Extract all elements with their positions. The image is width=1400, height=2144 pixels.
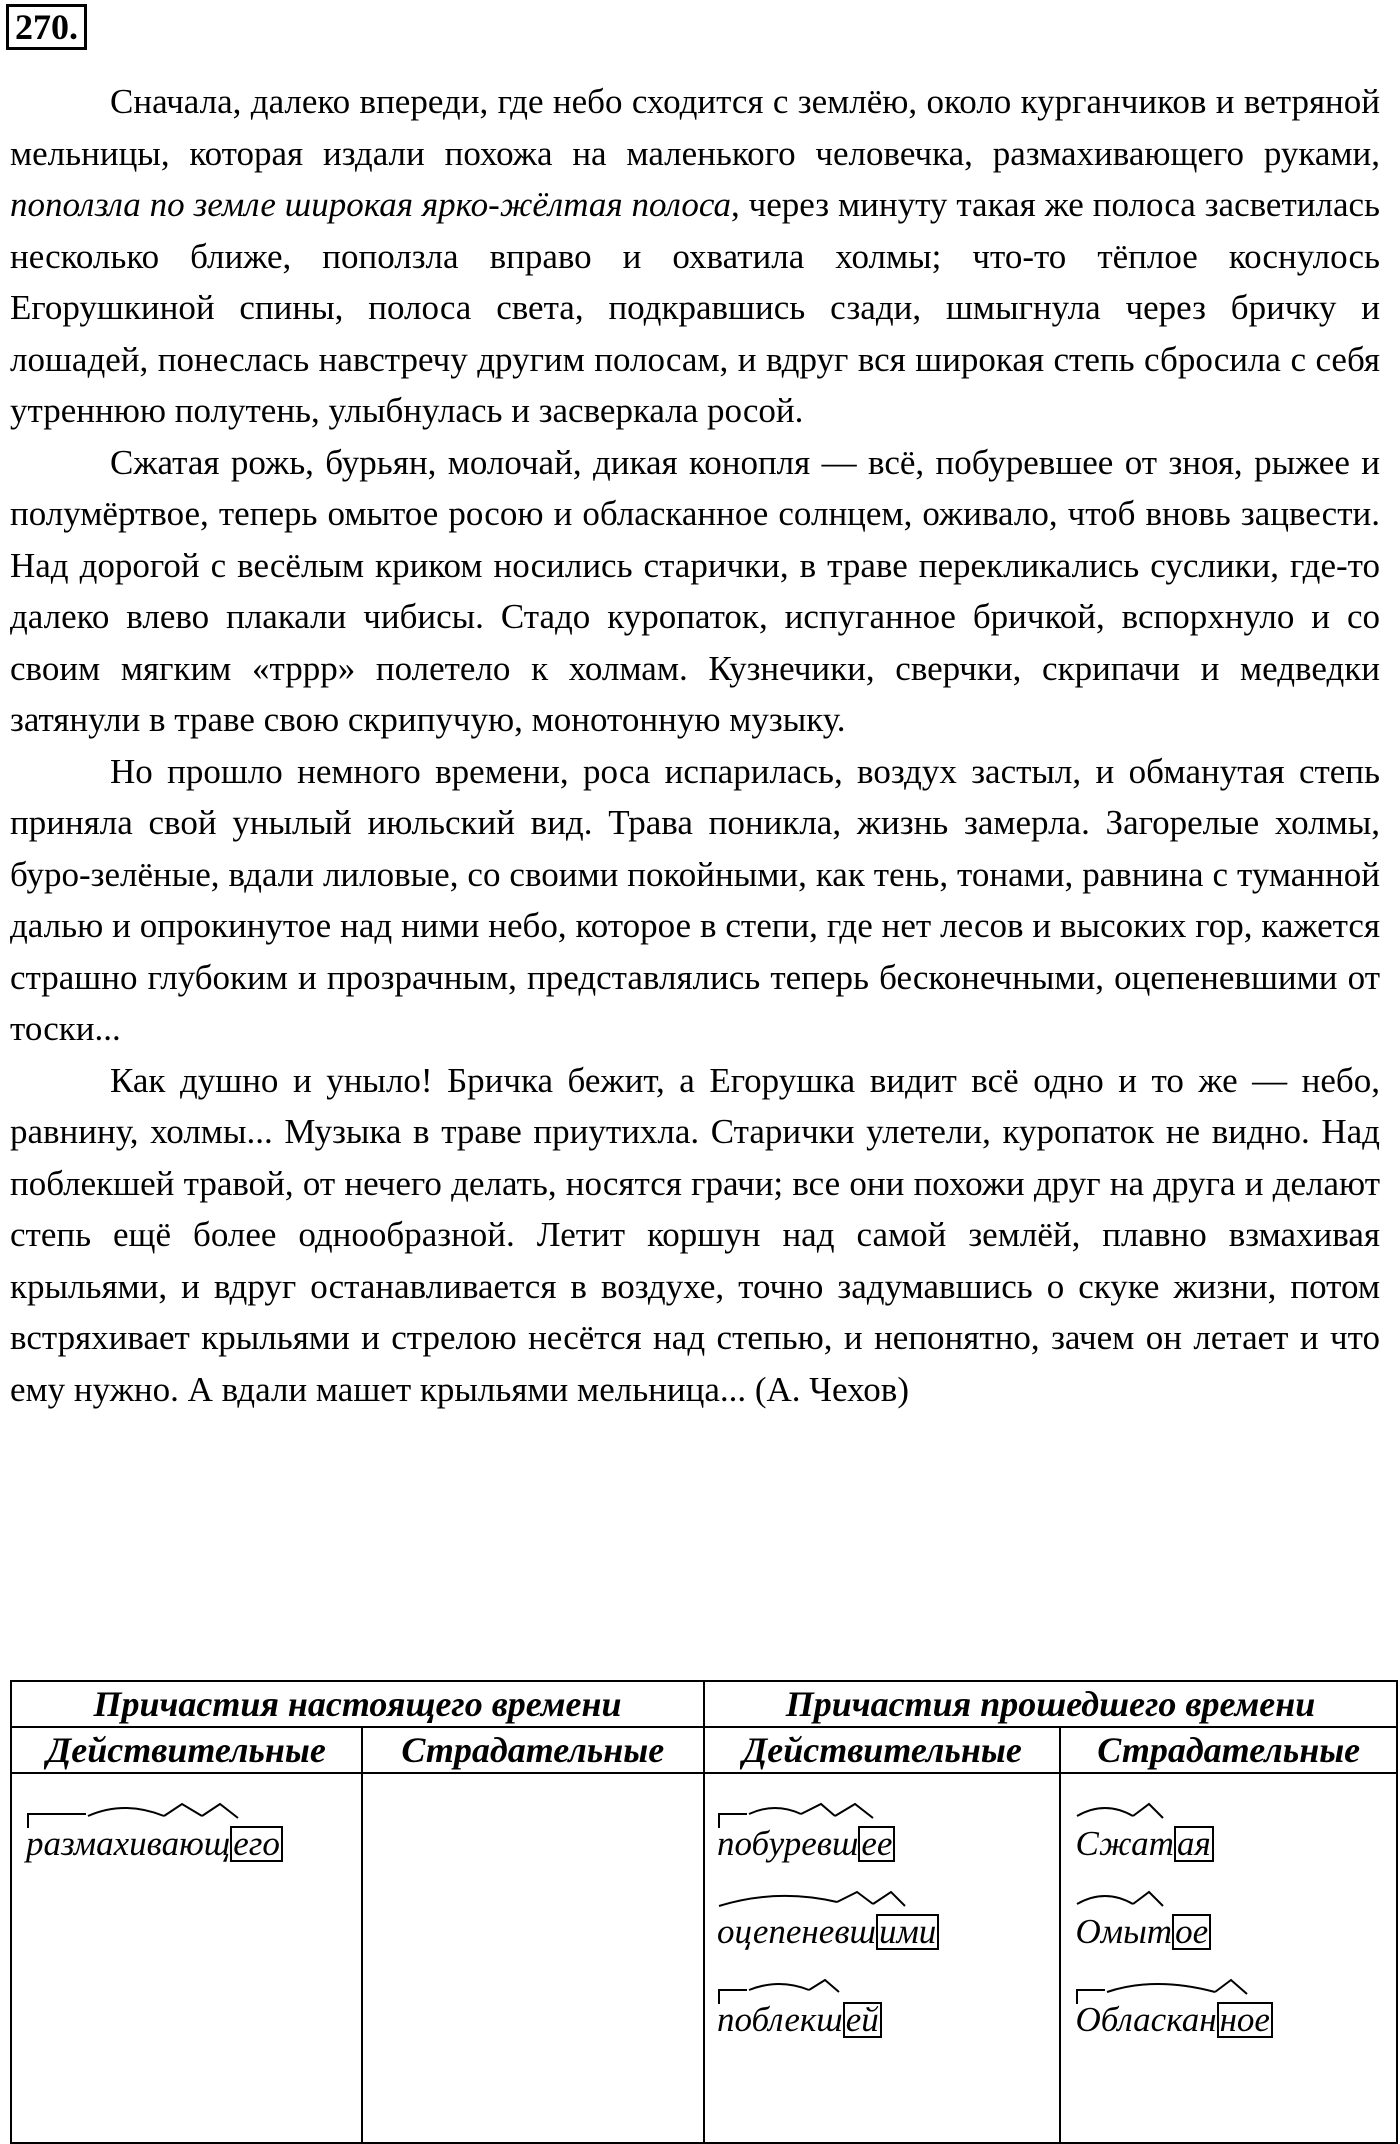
- word-analysis: размахивающего: [26, 1824, 283, 1864]
- italic-phrase: поползла по земле широкая ярко-жёлтая полоса: [10, 185, 732, 224]
- morpheme-marks: [717, 1892, 937, 1916]
- paragraph: Но прошло немного времени, роса испарилась, воздух застыл, и обманутая степь приняла свой унылый июльский вид. Трава поникла, жизнь замерла. Загорелые холмы, буро-зелёные, вдали лиловые, со своими покойными, как тень, тонами, равнина с туманной далью и опрокинутое над ними небо, которое в степи, где нет лесов и высоких гор, кажется страшно глубоким и прозрачным, представлялись теперь бесконечными, оцепеневшими от тоски...: [10, 751, 1380, 1048]
- cell-present-passive: [362, 1773, 704, 2143]
- header-passive: Страдательные: [362, 1727, 704, 1773]
- header-past: Причастия прошедшего времени: [704, 1681, 1397, 1727]
- morpheme-marks: [717, 1980, 917, 2004]
- morpheme-marks: [1075, 1892, 1215, 1916]
- header-active: Действительные: [11, 1727, 362, 1773]
- paragraph: Как душно и уныло! Бричка бежит, а Егорушка видит всё одно и то же — небо, равнину, холмы... Музыка в траве приутихла. Старички улетели, куропаток не видно. Над поблекшей травой, от нечего делать, носятся грачи; все они похожи друг на друга и делают степь ещё более однообразной. Летит коршун над самой землёй, плавно взмахивая крыльями, и вдруг останавливается в воздухе, точно задумавшись о скуке жизни, потом встряхивает крыльями и стрелою несётся над степью, и непонятно, зачем он летает и что ему нужно. А вдали машет крыльями мельница... (А. Чехов): [10, 1060, 1380, 1409]
- main-text: [10, 76, 1380, 1415]
- morpheme-marks: [717, 1804, 917, 1828]
- header-passive: Страдательные: [1060, 1727, 1397, 1773]
- header-present: Причастия настоящего времени: [11, 1681, 704, 1727]
- word-analysis: побуревшее: [717, 1824, 895, 1864]
- exercise-number: 270.: [6, 4, 87, 50]
- morpheme-marks: [1075, 1980, 1295, 2004]
- morpheme-marks: [1075, 1804, 1215, 1828]
- word-analysis: поблекшей: [717, 2000, 882, 2040]
- participles-table: [10, 1680, 1398, 2144]
- paragraph: Сжатая рожь, бурьян, молочай, дикая конопля — всё, побуревшее от зноя, рыжее и полумёртвое, теперь омытое росою и обласканное солнцем, оживало, чтоб вновь зацвести. Над дорогой с весёлым криком носились старички, в траве перекликались суслики, где-то далеко влево плакали чибисы. Стадо куропаток, испуганное бричкой, вспорхнуло и со своим мягким «тррр» полетело к холмам. Кузнечики, сверчки, скрипачи и медведки затянули в траве свою скрипучую, монотонную музыку.: [10, 442, 1380, 739]
- word-analysis: оцепеневшими: [717, 1912, 939, 1952]
- paragraph: Сначала, далеко впереди, где небо сходится с землёю, около курганчиков и ветряной мельницы, которая издали похожа на маленького человечка, размахивающего руками, поползла по земле широкая ярко-жёлтая полоса, через минуту такая же полоса засветилась несколько ближе, поползла вправо и охватила холмы; что-то тёплое коснулось Егорушкиной спины, полоса света, подкравшись сзади, шмыгнула через бричку и лошадей, понеслась навстречу другим полосам, и вдруг вся широкая степь сбросила с себя утреннюю полутень, улыбнулась и засверкала росой.: [10, 82, 1380, 430]
- cell-past-passive: [1060, 1773, 1397, 2143]
- cell-present-active: [11, 1773, 362, 2143]
- cell-past-active: [704, 1773, 1060, 2143]
- word-analysis: Омытое: [1075, 1912, 1211, 1952]
- morpheme-marks: [26, 1804, 326, 1828]
- word-analysis: Сжатая: [1075, 1824, 1213, 1864]
- word-analysis: Обласканное: [1075, 2000, 1273, 2040]
- header-active: Действительные: [704, 1727, 1060, 1773]
